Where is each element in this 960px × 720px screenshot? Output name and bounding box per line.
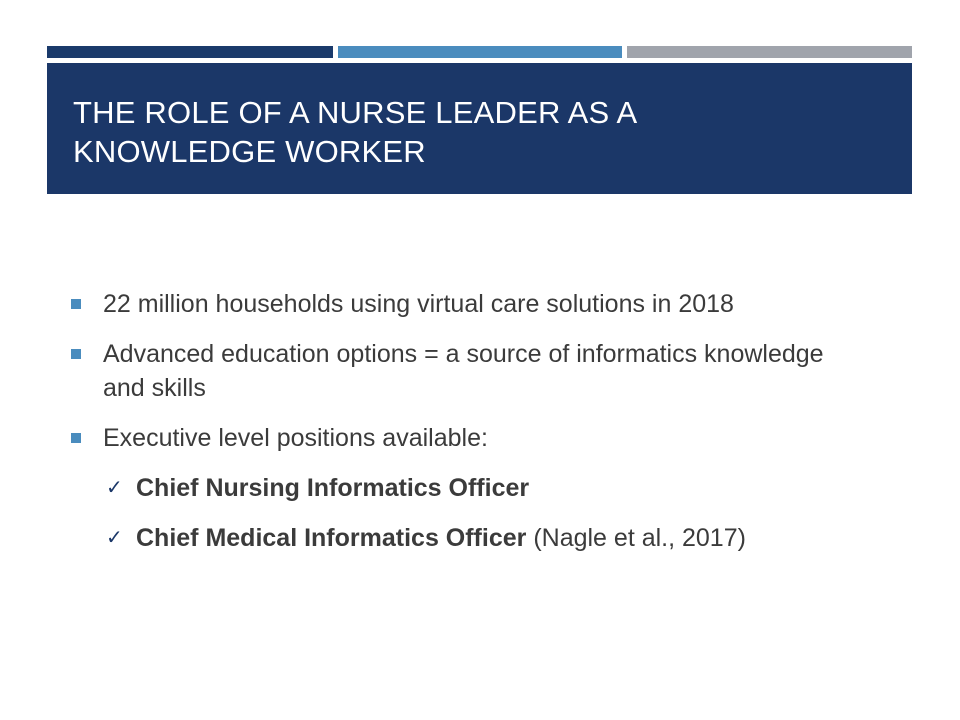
check-mark-icon: ✓ <box>106 475 123 499</box>
title-band <box>47 63 912 194</box>
check-mark-icon: ✓ <box>106 525 123 549</box>
sub-bullet-item <box>70 471 850 505</box>
accent-bar-dark <box>47 46 333 58</box>
slide-title: THE ROLE OF A NURSE LEADER AS A KNOWLEDGE WORKER <box>73 95 638 169</box>
square-bullet-icon <box>71 349 81 359</box>
bullet-item <box>70 421 850 455</box>
bullet-item <box>70 337 850 405</box>
accent-bar-blue <box>338 46 622 58</box>
sub-bullet-rest-text: (Nagle et al., 2017) <box>526 524 746 552</box>
bullet-item <box>70 287 850 321</box>
bullet-text: Advanced education options = a source of informatics knowledge and skills <box>103 340 824 402</box>
square-bullet-icon <box>71 299 81 309</box>
bullet-text: Executive level positions available: <box>103 424 488 452</box>
bullet-text: 22 million households using virtual care solutions in 2018 <box>103 290 734 318</box>
sub-bullet-bold-text: Chief Medical Informatics Officer <box>136 524 527 552</box>
sub-bullet-item <box>70 521 850 555</box>
accent-bar-gray <box>627 46 912 58</box>
sub-bullet-bold-text: Chief Nursing Informatics Officer <box>136 474 530 502</box>
slide-content <box>70 287 850 571</box>
square-bullet-icon <box>71 433 81 443</box>
